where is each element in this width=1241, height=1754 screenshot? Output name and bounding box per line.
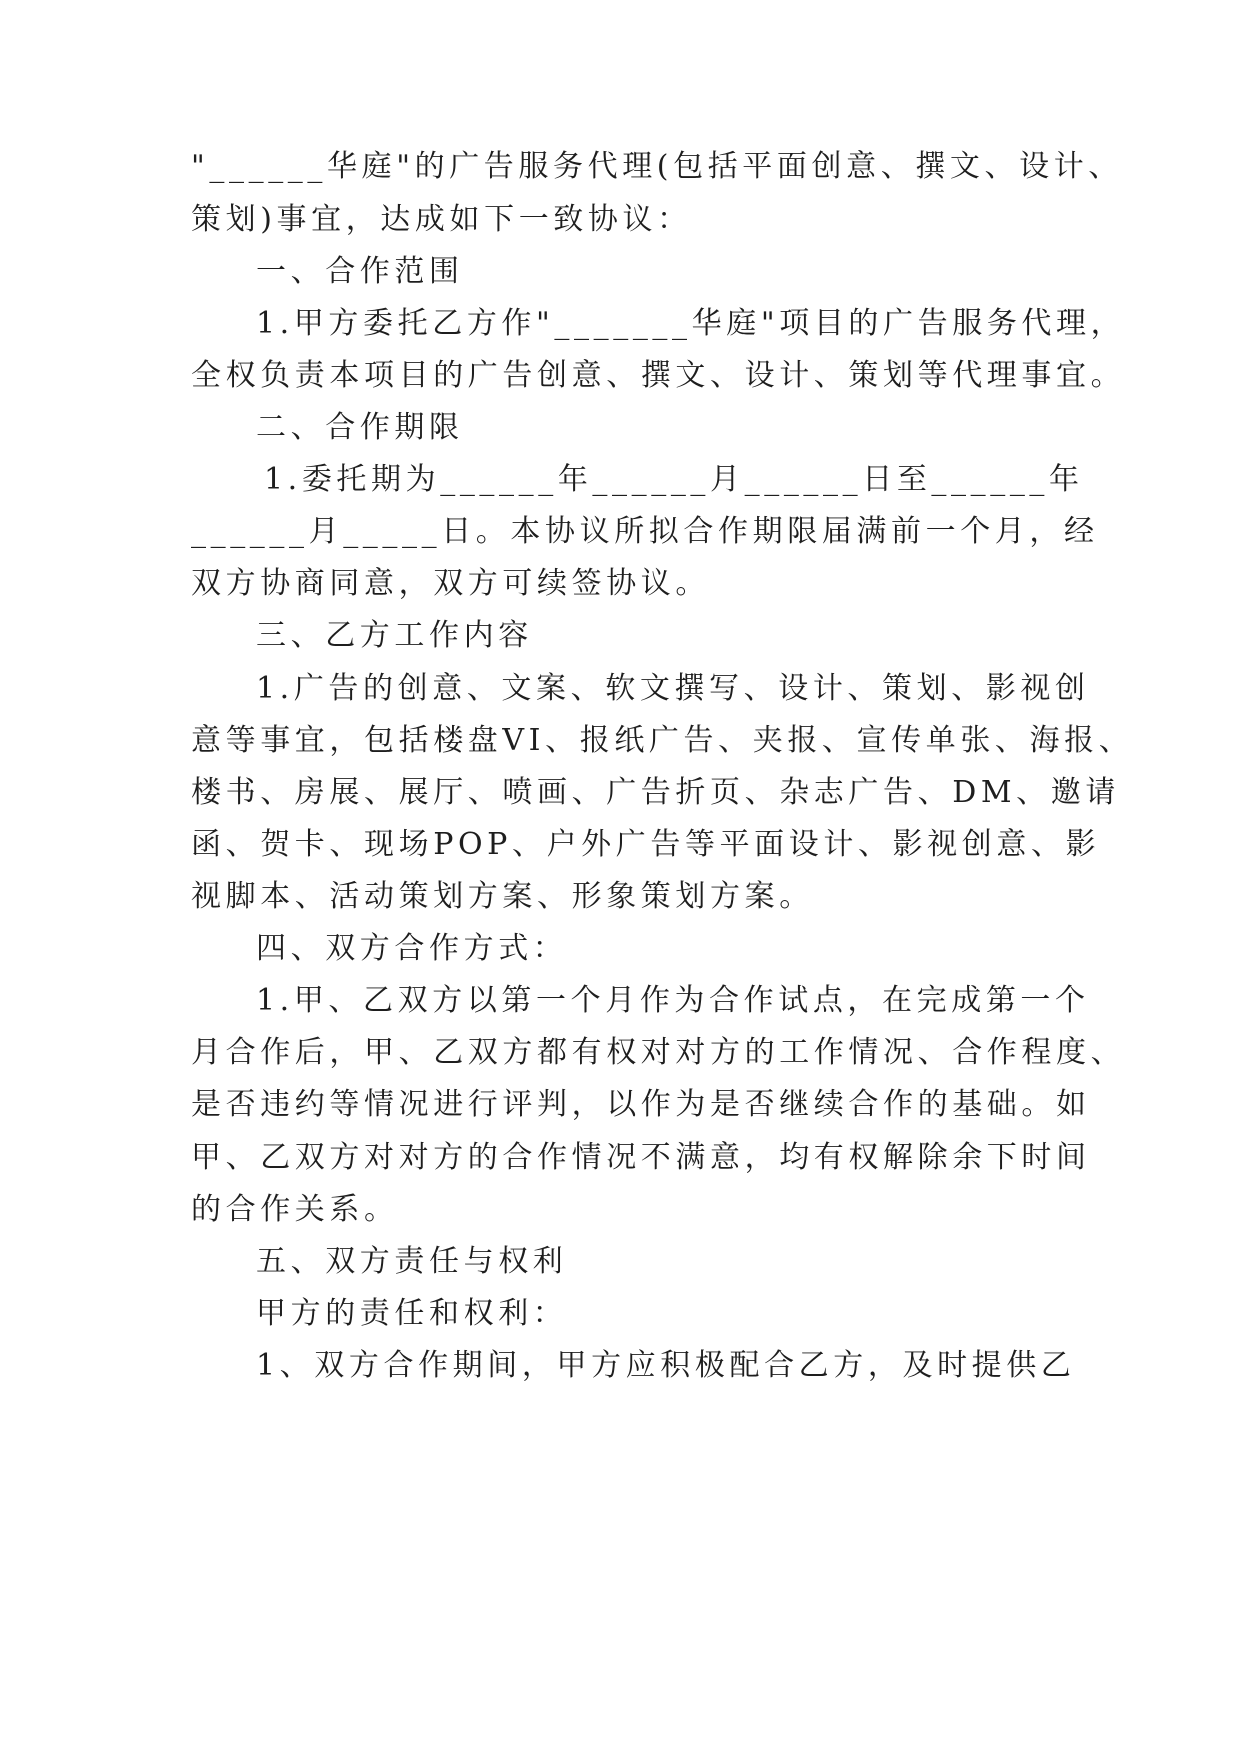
paragraph-line-9: 双方协商同意，双方可续签协议。 <box>191 566 710 601</box>
section-heading-4: 四、双方合作方式： <box>256 931 568 966</box>
paragraph-line-21: 的合作关系。 <box>191 1192 399 1227</box>
section-heading-2: 二、合作期限 <box>256 410 464 445</box>
paragraph-line-2: 策划)事宜，达成如下一致协议： <box>191 202 692 237</box>
subsection-heading: 甲方的责任和权利： <box>256 1296 568 1331</box>
paragraph-line-5: 全权负责本项目的广告创意、撰文、设计、策划等代理事宜。 <box>191 358 1126 393</box>
paragraph-line-14: 函、贺卡、现场POP、户外广告等平面设计、影视创意、影 <box>191 827 1101 862</box>
clause-2-1: 1.委托期为______年______月______日至______年 <box>264 462 1084 497</box>
paragraph-line-1: "______华庭"的广告服务代理(包括平面创意、撰文、设计、 <box>191 149 1123 184</box>
clause-3-1: 1.广告的创意、文案、软文撰写、设计、策划、影视创 <box>256 671 1090 706</box>
clause-1-1: 1.甲方委托乙方作"_______华庭"项目的广告服务代理， <box>256 306 1126 341</box>
section-heading-3: 三、乙方工作内容 <box>256 618 533 653</box>
section-heading-1: 一、合作范围 <box>256 254 464 289</box>
paragraph-line-8: ______月_____日。本协议所拟合作期限届满前一个月，经 <box>191 514 1099 549</box>
paragraph-line-19: 是否违约等情况进行评判，以作为是否继续合作的基础。如 <box>191 1087 1091 1122</box>
paragraph-line-12: 意等事宜，包括楼盘VI、报纸广告、夹报、宣传单张、海报、 <box>191 723 1134 758</box>
paragraph-line-13: 楼书、房展、展厅、喷画、广告折页、杂志广告、DM、邀请 <box>191 775 1120 810</box>
paragraph-line-20: 甲、乙双方对对方的合作情况不满意，均有权解除余下时间 <box>191 1140 1091 1175</box>
clause-4-1: 1.甲、乙双方以第一个月作为合作试点，在完成第一个 <box>256 983 1090 1018</box>
paragraph-line-15: 视脚本、活动策划方案、形象策划方案。 <box>191 879 814 914</box>
paragraph-line-18: 月合作后，甲、乙双方都有权对对方的工作情况、合作程度、 <box>191 1035 1126 1070</box>
section-heading-5: 五、双方责任与权利 <box>256 1244 568 1279</box>
clause-5-1: 1、双方合作期间，甲方应积极配合乙方，及时提供乙 <box>256 1348 1076 1383</box>
